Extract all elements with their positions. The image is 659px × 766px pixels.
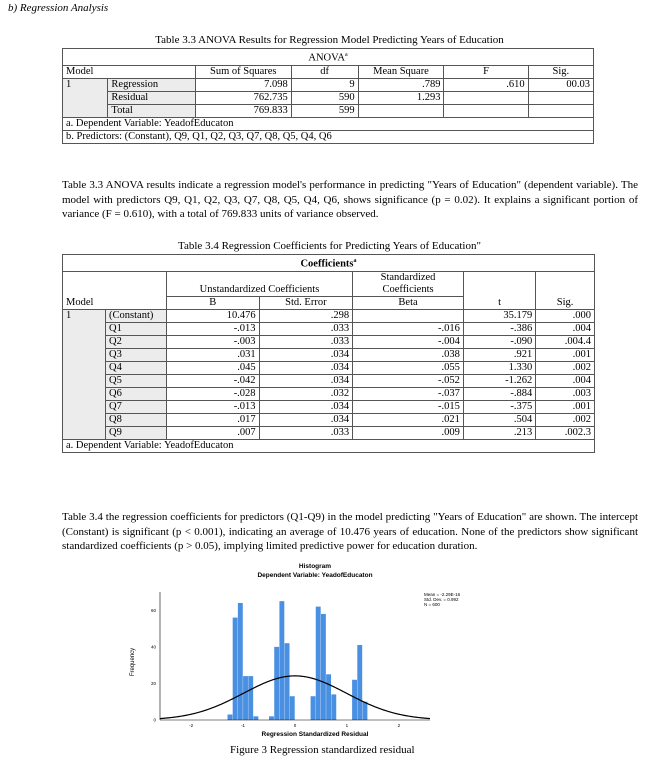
histogram-stat-stddev: Std. Dev. = 0.992 [424, 597, 459, 602]
coef-table [62, 254, 595, 453]
histogram-bar [228, 715, 233, 720]
cell-se: .034 [259, 348, 353, 361]
histogram-bar [243, 676, 248, 720]
table-row [63, 361, 595, 374]
cell-t: 35.179 [463, 309, 535, 322]
coef-header-row [63, 296, 595, 309]
anova-footnote-b: b. Predictors: (Constant), Q9, Q1, Q2, Q3, Q7, Q8, Q5, Q4, Q6 [63, 130, 594, 143]
row-label: Q2 [106, 335, 167, 348]
cell-t: .921 [463, 348, 535, 361]
row-label: (Constant) [106, 309, 167, 322]
histogram-title: Histogram [298, 563, 332, 570]
cell-df: 590 [291, 91, 358, 104]
cell-t: -.386 [463, 322, 535, 335]
table-row [63, 400, 595, 413]
histogram-ylabel: Frequency [130, 647, 136, 677]
histogram-subtitle: Dependent Variable: YeadofEducaton [257, 572, 373, 579]
x-tick-label: 0 [293, 723, 297, 728]
cell-b: -.003 [166, 335, 259, 348]
cell-b: -.042 [166, 374, 259, 387]
cell-se: .033 [259, 335, 353, 348]
anova-header-ss: Sum of Squares [195, 65, 291, 78]
cell-sig: .001 [536, 400, 595, 413]
table-row [63, 322, 595, 335]
table-row [63, 374, 595, 387]
histogram-bar [290, 696, 295, 720]
histogram-xlabel: Regression Standardized Residual [261, 731, 369, 738]
cell-beta: .055 [353, 361, 464, 374]
coef-header-model: Model [63, 296, 167, 309]
table-row [63, 348, 595, 361]
row-label: Q5 [106, 374, 167, 387]
cell-beta: .021 [353, 413, 464, 426]
cell-f [444, 104, 528, 117]
row-label: Q1 [106, 322, 167, 335]
histogram-bar [321, 614, 326, 720]
table-row [63, 309, 595, 322]
y-tick-label: 20 [150, 680, 156, 686]
coef-header-std-l2: Coefficients [353, 284, 464, 297]
row-label: Q9 [106, 426, 167, 439]
coef-header-se: Std. Error [259, 296, 353, 309]
cell-se: .032 [259, 387, 353, 400]
anova-header-df: df [291, 65, 358, 78]
cell-ss: 762.735 [195, 91, 291, 104]
cell-t: 1.330 [463, 361, 535, 374]
table-row [63, 91, 594, 104]
histogram-bar [363, 702, 368, 720]
cell-b: -.028 [166, 387, 259, 400]
anova-model-number: 1 [63, 78, 108, 117]
cell-beta: -.015 [353, 400, 464, 413]
histogram-stat-mean: Mean = -2.29E-16 [424, 592, 461, 597]
histogram-bar [326, 674, 331, 720]
paragraph-anova: Table 3.3 ANOVA results indicate a regression model's performance in predicting "Years of Education" (dependent variable). The model with predictors Q9, Q1, Q2, Q3, Q7, Q8, Q5, Q4, Q6, shows significance (p = 0.02). It explains a significant portion of variance (F = 0.610), with a total of 769.833 units of variance observed. [62, 179, 638, 220]
row-label: Total [108, 104, 195, 117]
cell-sig: 00.03 [528, 78, 593, 91]
anova-title: ANOVA$^a$ [63, 49, 594, 66]
coef-model-number: 1 [63, 309, 106, 439]
cell-sig: .001 [536, 348, 595, 361]
table-row [63, 335, 595, 348]
row-label: Q4 [106, 361, 167, 374]
histogram-bar [274, 647, 279, 720]
cell-beta: -.037 [353, 387, 464, 400]
x-tick-label: 1 [345, 723, 349, 728]
coef-header-std-l1: Standardized [353, 271, 464, 284]
anova-header-model: Model [63, 65, 196, 78]
cell-ss: 769.833 [195, 104, 291, 117]
anova-header-row [63, 65, 594, 78]
cell-se: .298 [259, 309, 353, 322]
anova-header-f: F [444, 65, 528, 78]
cell-t: -1.262 [463, 374, 535, 387]
table-row [63, 387, 595, 400]
table-row [63, 426, 595, 439]
cell-sig: .002 [536, 361, 595, 374]
table-row [63, 104, 594, 117]
cell-se: .034 [259, 374, 353, 387]
coef-caption: Table 3.4 Regression Coefficients for Predicting Years of Education" [178, 240, 481, 252]
histogram-bar [352, 680, 357, 720]
row-label: Q8 [106, 413, 167, 426]
x-tick-label: -1 [241, 723, 246, 728]
cell-b: .045 [166, 361, 259, 374]
histogram-bar [238, 603, 243, 720]
cell-beta: .038 [353, 348, 464, 361]
cell-sig: .004.4 [536, 335, 595, 348]
table-row [63, 78, 594, 91]
anova-header-ms: Mean Square [358, 65, 444, 78]
cell-sig [528, 91, 593, 104]
cell-se: .033 [259, 426, 353, 439]
cell-ss: 7.098 [195, 78, 291, 91]
normal-curve [160, 676, 430, 719]
histogram-stat-n: N = 600 [424, 602, 440, 607]
cell-df: 599 [291, 104, 358, 117]
cell-sig: .002 [536, 413, 595, 426]
cell-b: .031 [166, 348, 259, 361]
cell-beta: -.016 [353, 322, 464, 335]
row-label: Residual [108, 91, 195, 104]
coef-title: Coefficients$^a$ [63, 255, 595, 272]
cell-ms: 1.293 [358, 91, 444, 104]
histogram-bar [285, 643, 290, 720]
histogram-chart [120, 580, 520, 740]
cell-df: 9 [291, 78, 358, 91]
cell-t: -.090 [463, 335, 535, 348]
cell-t: .213 [463, 426, 535, 439]
histogram-bar [311, 696, 316, 720]
y-tick-label: 0 [153, 717, 156, 723]
cell-sig: .003 [536, 387, 595, 400]
cell-t: .504 [463, 413, 535, 426]
cell-se: .033 [259, 322, 353, 335]
row-label: Q3 [106, 348, 167, 361]
row-label: Q7 [106, 400, 167, 413]
row-label: Q6 [106, 387, 167, 400]
section-heading: b) Regression Analysis [8, 2, 109, 14]
cell-b: .007 [166, 426, 259, 439]
cell-t: -.375 [463, 400, 535, 413]
cell-b: -.013 [166, 400, 259, 413]
figure-caption: Figure 3 Regression standardized residual [230, 744, 415, 756]
histogram-bar [248, 676, 253, 720]
cell-t: -.884 [463, 387, 535, 400]
anova-caption: Table 3.3 ANOVA Results for Regression Model Predicting Years of Education [155, 34, 504, 46]
histogram-bar [279, 601, 284, 720]
x-tick-label: 2 [397, 723, 401, 728]
cell-sig [528, 104, 593, 117]
anova-header-sig: Sig. [528, 65, 593, 78]
table-row [63, 413, 595, 426]
row-label: Regression [108, 78, 195, 91]
x-tick-label: -2 [189, 723, 194, 728]
cell-b: .017 [166, 413, 259, 426]
paragraph-coef: Table 3.4 the regression coefficients for predictors (Q1-Q9) in the model predicting "Years of Education" are shown. The intercept (Constant) is significant (p < 0.001), indicating an average of 10.476 years of education. None of the predictors show significant standardized coefficients (p > 0.05), implying limited predictive power for education duration. [62, 511, 638, 552]
coef-header-beta: Beta [353, 296, 464, 309]
cell-f: .610 [444, 78, 528, 91]
cell-ms [358, 104, 444, 117]
coef-header-sig: Sig. [536, 296, 595, 309]
histogram-bar [269, 716, 274, 720]
cell-ms: .789 [358, 78, 444, 91]
coef-header-b: B [166, 296, 259, 309]
cell-se: .034 [259, 361, 353, 374]
cell-f [444, 91, 528, 104]
histogram-bar [357, 645, 362, 720]
cell-sig: .004 [536, 322, 595, 335]
anova-table [62, 48, 594, 144]
coef-header-unstd: Unstandardized Coefficients [166, 271, 352, 296]
cell-beta: .009 [353, 426, 464, 439]
cell-beta: -.052 [353, 374, 464, 387]
anova-footnote-a: a. Dependent Variable: YeadofEducaton [63, 117, 594, 130]
cell-sig: .000 [536, 309, 595, 322]
cell-se: .034 [259, 413, 353, 426]
cell-sig: .004 [536, 374, 595, 387]
histogram-bar [253, 716, 258, 720]
cell-se: .034 [259, 400, 353, 413]
cell-b: 10.476 [166, 309, 259, 322]
cell-beta [353, 309, 464, 322]
histogram-bar [316, 607, 321, 720]
cell-b: -.013 [166, 322, 259, 335]
cell-sig: .002.3 [536, 426, 595, 439]
coef-footnote: a. Dependent Variable: YeadofEducaton [63, 439, 595, 452]
y-tick-label: 60 [150, 607, 156, 613]
y-tick-label: 40 [150, 644, 156, 650]
histogram-bar [331, 694, 336, 720]
coef-header-t: t [463, 296, 535, 309]
histogram-bar [233, 618, 238, 720]
cell-beta: -.004 [353, 335, 464, 348]
